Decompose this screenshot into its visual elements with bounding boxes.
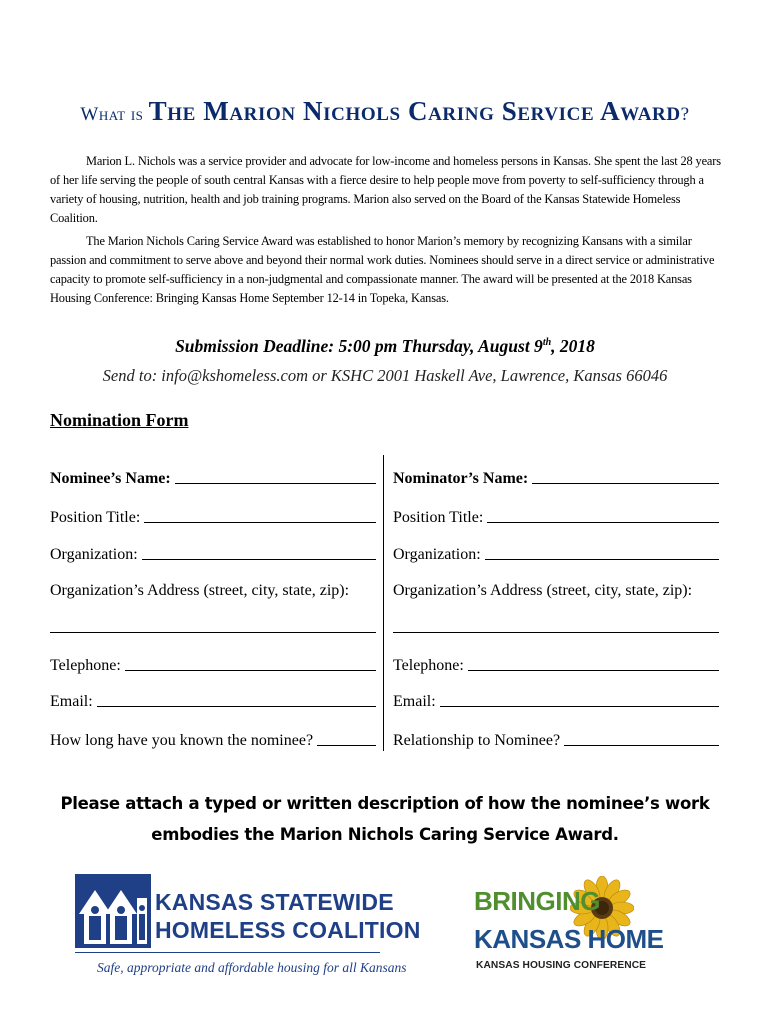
submission-deadline [0,336,770,357]
nominator-address-label: Organization’s Address (street, city, state, zip): [393,582,693,599]
nominator-name-line[interactable] [532,483,719,484]
nominator-telephone-line[interactable] [468,670,719,671]
nominator-telephone-label: Telephone: [393,657,464,674]
bkh-logo [470,876,664,986]
title-suffix: ? [680,104,690,125]
nominee-organization-line[interactable] [142,559,376,560]
nominator-name-field[interactable] [393,462,719,488]
nominee-telephone-line[interactable] [125,670,376,671]
nominator-organization-field[interactable] [393,538,719,564]
bkh-line2: KANSAS HOME [474,924,664,954]
nominee-name-field[interactable] [50,462,376,488]
nominee-known-field[interactable] [50,724,376,750]
nominee-organization-field[interactable] [50,538,376,564]
kshc-logo [75,872,421,984]
nominator-position-field[interactable] [393,501,719,527]
nominator-address-line[interactable] [393,632,719,633]
deadline-year: , 2018 [551,336,595,356]
houses-icon [75,874,151,948]
column-divider [383,455,384,751]
nominator-address-label-row [393,574,719,600]
nominee-email-field[interactable] [50,685,376,711]
nominee-known-label: How long have you known the nominee? [50,732,314,749]
nominee-name-label: Nominee’s Name: [50,470,171,487]
nominee-position-label: Position Title: [50,509,141,526]
nominator-organization-line[interactable] [485,559,719,560]
nominee-position-line[interactable] [144,522,376,523]
deadline-text: Submission Deadline: 5:00 pm Thursday, August 9 [175,336,543,356]
kshc-line1: KANSAS STATEWIDE [155,889,394,915]
nominator-organization-label: Organization: [393,546,481,563]
nominee-address-label-row [50,574,376,600]
attach-note: Please attach a typed or written description of how the nominee’s work embodies the Marion Nichols Caring Service Award. [60,794,710,844]
deadline-sup: th [542,337,552,349]
bkh-line3: KANSAS HOUSING CONFERENCE [476,960,647,971]
nominator-position-line[interactable] [487,522,719,523]
nominee-email-label: Email: [50,693,93,710]
nominator-email-label: Email: [393,693,436,710]
nominee-organization-label: Organization: [50,546,138,563]
form-heading: Nomination Form [50,410,189,430]
nominee-name-line[interactable] [175,483,376,484]
send-to: Send to: info@kshomeless.com or KSHC 2001 Haskell Ave, Lawrence, Kansas 66046 [102,366,668,385]
nominee-email-line[interactable] [97,706,376,707]
award-paragraph: The Marion Nichols Caring Service Award was established to honor Marion’s memory by recognizing Kansans with a similar passion and commitment to serve above and beyond their normal work duties. Nominees should serve in a direct service or administrative capacity to promote self-sufficiency in a non-judgmental and compassionate manner. The award will be presented at the 2018 Kansas Housing Conference: Bringing Kansas Home September 12-14 in Topeka, Kansas. [50,234,715,305]
title-prefix: What is [80,104,149,125]
nominator-relationship-field[interactable] [393,724,719,750]
nominee-address-label: Organization’s Address (street, city, state, zip): [50,582,350,599]
nominator-email-field[interactable] [393,685,719,711]
nominator-relationship-label: Relationship to Nominee? [393,732,561,749]
nominee-address-field[interactable] [50,611,376,637]
title-main: The Marion Nichols Caring Service Award [148,96,681,126]
nominee-telephone-field[interactable] [50,649,376,675]
nominee-address-line[interactable] [50,632,376,633]
kshc-rule [75,952,380,953]
nominee-telephone-label: Telephone: [50,657,121,674]
kshc-line2: HOMELESS COALITION [155,917,421,943]
nominator-telephone-field[interactable] [393,649,719,675]
nominator-relationship-line[interactable] [564,745,719,746]
nominee-known-line[interactable] [317,745,376,746]
nominee-position-field[interactable] [50,501,376,527]
nominator-email-line[interactable] [440,706,719,707]
nominator-name-label: Nominator’s Name: [393,470,529,487]
nominator-position-label: Position Title: [393,509,484,526]
nominator-address-field[interactable] [393,611,719,637]
page-title [0,96,770,127]
bkh-line1: BRINGING [474,886,600,916]
intro-paragraph: Marion L. Nichols was a service provider and advocate for low-income and homeless persons in Kansas. She spent the last 28 years of her life serving the people of south central Kansas with a fierce desire to help people move from poverty to self-sufficiency through a variety of housing, nutrition, health and job training programs. Marion also served on the Board of the Kansas Statewide Homeless Coalition. [50,154,721,225]
kshc-tagline: Safe, appropriate and affordable housing for all Kansans [97,960,407,975]
